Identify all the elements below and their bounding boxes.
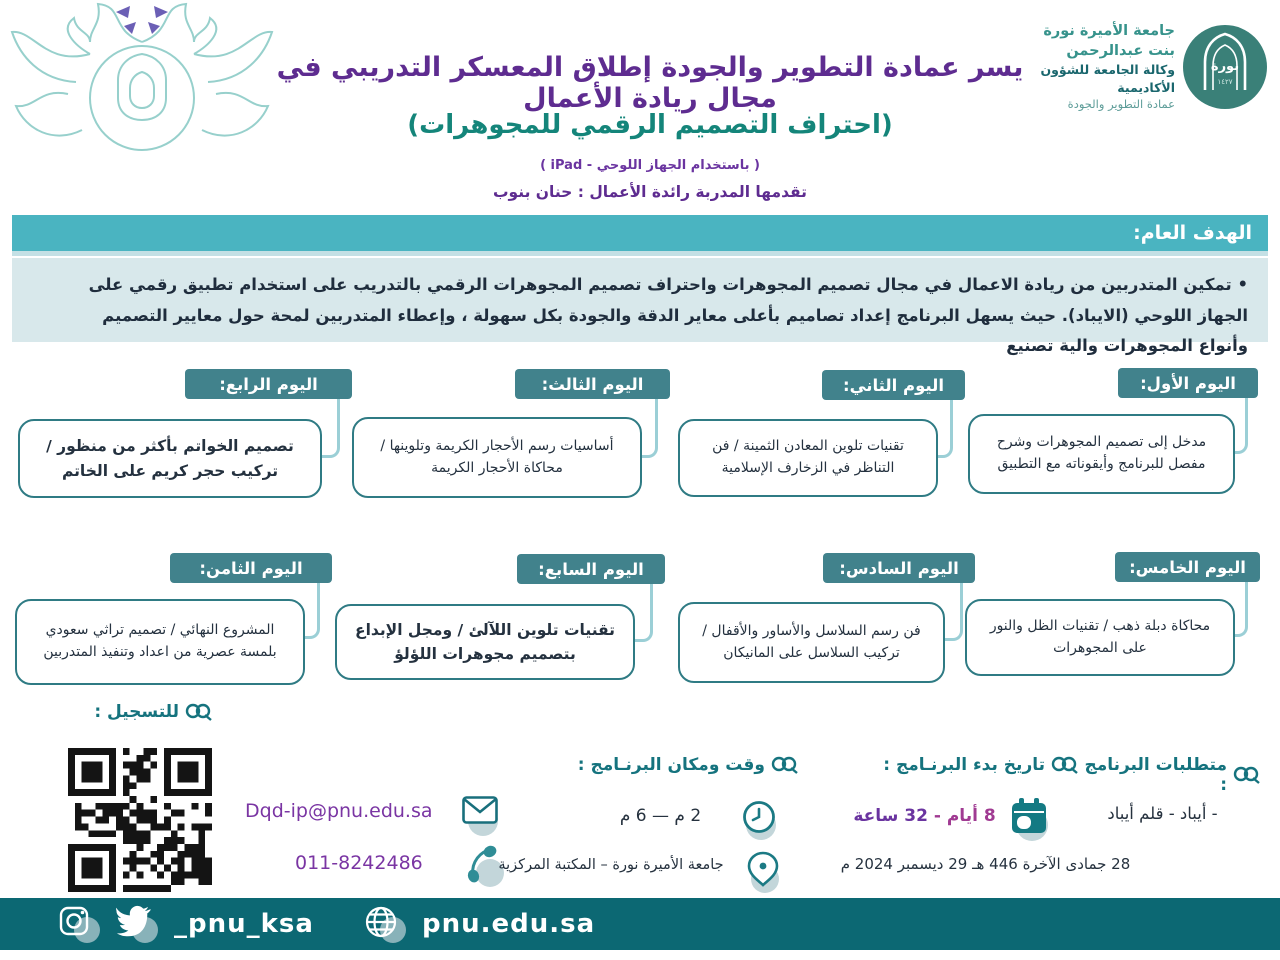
clock-icon (732, 800, 776, 840)
program-place: جامعة الأميرة نورة – المكتبة المركزية (498, 857, 724, 873)
requirements-heading (1080, 755, 1260, 795)
footer-bar (0, 898, 1280, 950)
day8-connector (305, 581, 320, 639)
day8-header: اليوم الثامن: (170, 553, 332, 583)
program-time: 2 م — 6 م (619, 806, 702, 826)
device-note: ( باستخدام الجهاز اللوحي - iPad ) (540, 158, 760, 173)
day4-connector (322, 397, 340, 458)
university-logo-block (1018, 22, 1268, 112)
registration-qr-code[interactable] (56, 748, 224, 892)
register-label-text: للتسجيل : (94, 702, 179, 722)
university-dept1: وكالة الجامعة للشؤون الأكاديمية (1040, 62, 1175, 95)
objective-heading: الهدف العام: (12, 215, 1268, 256)
day7-connector (635, 582, 653, 642)
day3-connector (642, 397, 658, 458)
phone-icon (458, 845, 504, 887)
day6-connector (945, 581, 963, 641)
day6-content: فن رسم السلاسل والأساور والأقفال / تركيب السلاسل على المانيكان (678, 602, 945, 683)
presenter-name: حنان بنوب (492, 183, 573, 201)
qr-mark-icon (1051, 756, 1078, 774)
phone-number[interactable]: 011-8242486 (295, 852, 423, 874)
day2-header: اليوم الثاني: (822, 370, 965, 400)
program-duration (852, 806, 997, 826)
calendar-icon (1000, 797, 1048, 841)
twitter-icon[interactable] (116, 905, 158, 943)
requirements-items: - أيباد - قلم أيباد (1107, 804, 1218, 823)
poster-subtitle: (احتراف التصميم الرقمي للمجوهرات) (407, 110, 893, 140)
presenter-label: تقدمها المدربة رائدة الأعمال : (572, 183, 808, 201)
day5-content: محاكاة دبلة ذهب / تقنيات الظل والنور على المجوهرات (965, 599, 1235, 676)
presenter-line (250, 183, 1050, 201)
day4-header: اليوم الرابع: (185, 369, 352, 399)
start-date-heading-text: تاريخ بدء البرنـامج : (883, 755, 1045, 775)
day7-header: اليوم السابع: (517, 554, 665, 584)
qr-mark-icon (185, 703, 212, 721)
university-name: جامعة الأميرة نورة بنت عبدالرحمن (1043, 23, 1175, 59)
location-pin-icon (737, 851, 779, 893)
svg-text:١٤٢٧: ١٤٢٧ (1217, 78, 1233, 87)
qr-mark-icon (1233, 766, 1260, 784)
university-seal-icon (1182, 24, 1268, 110)
university-dept2: عمادة التطوير والجودة (1067, 97, 1175, 112)
day6-header: اليوم السادس: (823, 553, 975, 583)
qr-mark-icon (771, 756, 798, 774)
day1-connector (1235, 396, 1248, 454)
start-date-heading (838, 755, 1078, 775)
day3-content: أساسيات رسم الأحجار الكريمة وتلوينها / محاكاة الأحجار الكريمة (352, 417, 642, 498)
day2-connector (938, 398, 953, 458)
day5-connector (1235, 580, 1248, 637)
objective-text: • تمكين المتدربين من ريادة الاعمال في مجال تصميم المجوهرات واحتراف تصميم المجوهرات الرقمي بالتدريب على استخدام تطبيق رقمي على الجهاز اللوحي (الايباد). حيث يسهل البرنامج إعداد تصاميم بأعلى معاير الدقة والجودة بكل سهولة ، وإعطاء المتدربين لمحة حول معايير التصميم وأنواع المجوهرات والية تصنيع (12, 258, 1268, 342)
program-date: 28 جمادى الآخرة 446 هـ 29 ديسمبر 2024 م (840, 855, 1131, 873)
svg-text:نورة: نورة (1210, 59, 1240, 75)
register-label (72, 702, 212, 722)
duration-days: 8 أيام - (927, 806, 996, 826)
time-place-heading-text: وقت ومكان البرنـامج : (577, 755, 765, 775)
day5-header: اليوم الخامس: (1115, 552, 1260, 582)
instagram-icon[interactable] (58, 905, 100, 943)
day7-content: تقنيات تلوين اللآلئ / ومجل الإبداع بتصميم مجوهرات اللؤلؤ (335, 604, 635, 680)
day1-header: اليوم الأول: (1118, 368, 1258, 398)
day2-content: تقنيات تلوين المعادن الثمينة / فن التناظر في الزخارف الإسلامية (678, 419, 938, 497)
duration-hours: 32 ساعة (853, 806, 928, 826)
day8-content: المشروع النهائي / تصميم تراثي سعودي بلمسة عصرية من اعداد وتنفيذ المتدربين (15, 599, 305, 685)
decorative-floral-logo (6, 2, 278, 154)
requirements-heading-text: متطلبات البرنامج : (1084, 755, 1227, 795)
day3-header: اليوم الثالث: (515, 369, 670, 399)
day4-content: تصميم الخواتم بأكثر من منظور / تركيب حجر كريم على الخاتم (18, 419, 322, 498)
email-icon (452, 796, 498, 836)
website-url[interactable]: pnu.edu.sa (421, 909, 596, 939)
poster-title: يسر عمادة التطوير والجودة إطلاق المعسكر التدريبي في مجال ريادة الأعمال (276, 52, 1024, 114)
day1-content: مدخل إلى تصميم المجوهرات وشرح مفصل للبرنامج وأيقوناته مع التطبيق (968, 414, 1235, 494)
social-handle[interactable]: _pnu_ksa (174, 909, 314, 939)
globe-icon[interactable] (364, 905, 406, 943)
email-address[interactable]: Dqd-ip@pnu.edu.sa (245, 800, 433, 822)
time-place-heading (548, 755, 798, 775)
